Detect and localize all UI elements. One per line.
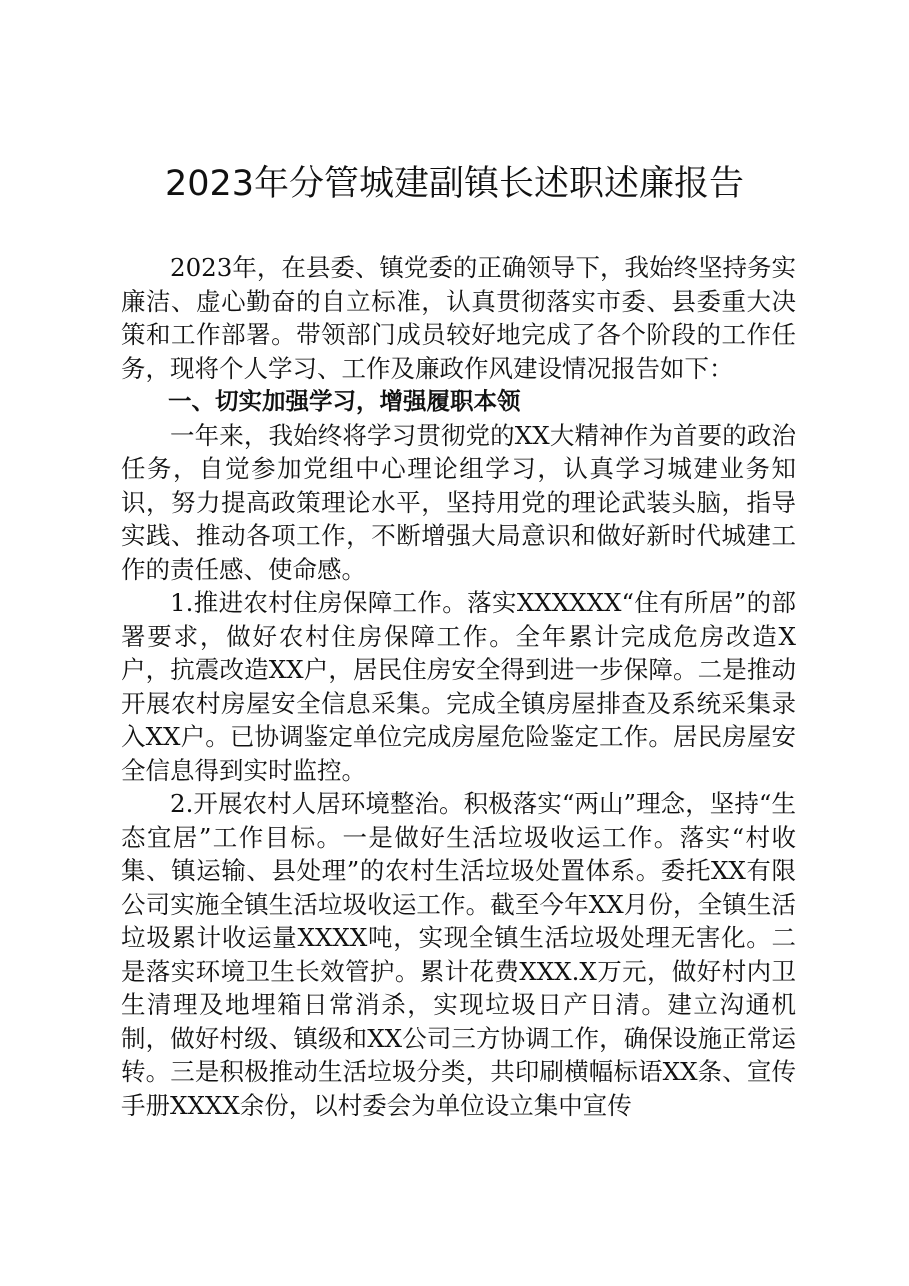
body-paragraph: 2.开展农村人居环境整治。积极落实“两山”理念，坚持“生态宜居”工作目标。一是做好生活垃圾收运工作。落实“村收集、镇运输、县处理”的农村生活垃圾处置体系。委托XX有限公司实施全镇生活垃圾收运工作。截至今年XX月份，全镇生活垃圾累计收运量XXXX吨，实现全镇生活垃圾处理无害化。二是落实环境卫生长效管护。累计花费XXX.X万元，做好村内卫生清理及地埋箱日常消杀，实现垃圾日产日清。建立沟通机制，做好村级、镇级和XX公司三方协调工作，确保设施正常运转。三是积极推动生活垃圾分类，共印刷横幅标语XX条、宣传手册XXXX余份，以村委会为单位设立集中宣传 (121, 789, 796, 1120)
document-title: 2023年分管城建副镇长述职述廉报告 (164, 164, 745, 204)
document-body (121, 251, 796, 1122)
intro-paragraph: 2023年，在县委、镇党委的正确领导下，我始终坚持务实廉洁、虚心勤奋的自立标准，认真贯彻落实市委、县委重大决策和工作部署。带领部门成员较好地完成了各个阶段的工作任务，现将个人学习、工作及廉政作风建设情况报告如下： (121, 253, 796, 383)
body-paragraph: 一年来，我始终将学习贯彻党的XX大精神作为首要的政治任务，自觉参加党组中心理论组学习，认真学习城建业务知识，努力提高政策理论水平，坚持用党的理论武装头脑，指导实践、推动各项工作，不断增强大局意识和做好新时代城建工作的责任感、使命感。 (121, 420, 796, 584)
section-heading: 一、切实加强学习，增强履职本领 (168, 387, 521, 415)
body-paragraph: 1.推进农村住房保障工作。落实XXXXXX“住有所居”的部署要求，做好农村住房保障工作。全年累计完成危房改造X户，抗震改造XX户，居民住房安全得到进一步保障。二是推动开展农村房屋安全信息采集。完成全镇房屋排查及系统采集录入XX户。已协调鉴定单位完成房屋危险鉴定工作。居民房屋安全信息得到实时监控。 (121, 588, 796, 785)
